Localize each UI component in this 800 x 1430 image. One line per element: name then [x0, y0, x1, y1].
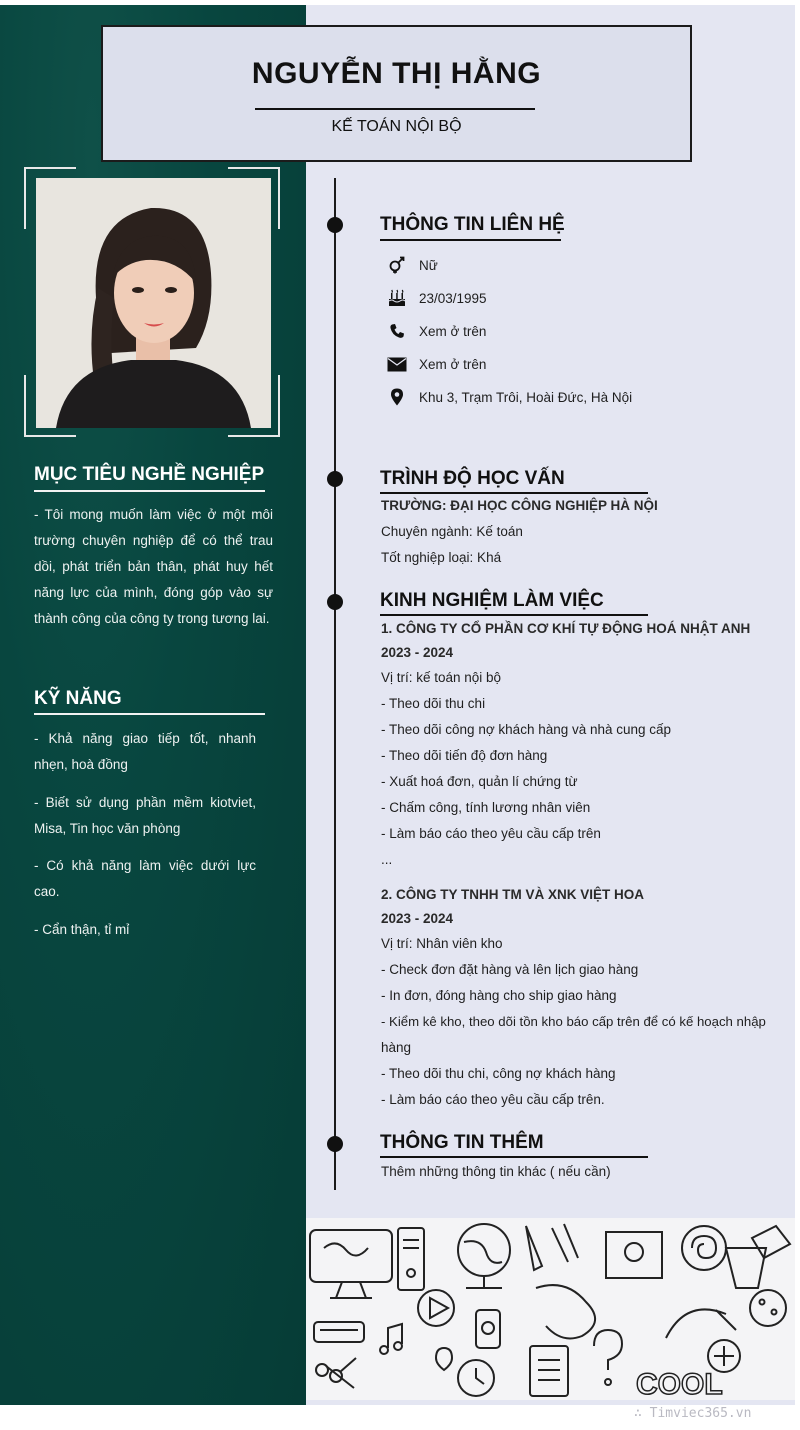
map-marker-icon — [386, 388, 408, 406]
contact-heading: THÔNG TIN LIÊN HỆ — [380, 214, 565, 235]
job-period: 2023 - 2024 — [381, 645, 454, 660]
job-duty: - Xuất hoá đơn, quản lí chứng từ — [381, 774, 578, 789]
education-major: Chuyên ngành: Kế toán — [381, 524, 523, 539]
contact-gender: Nữ — [419, 257, 438, 273]
objective-heading: MỤC TIÊU NGHỀ NGHIỆP — [34, 464, 265, 485]
header-divider — [255, 108, 535, 110]
contact-phone: Xem ở trên — [419, 323, 487, 339]
job-duty: hàng — [381, 1040, 412, 1055]
job-duty: - Theo dõi thu chi — [381, 696, 486, 711]
profile-photo — [36, 178, 271, 428]
candidate-job-title: KẾ TOÁN NỘI BỘ — [331, 118, 462, 135]
objective-text: - Tôi mong muốn làm việc ở một môi trường chuyên nghiệp để có thể trau dồi, phát triển bản thân, phát huy hết năng lực của mình, đóng góp vào sự thành công của công ty trong tương lai. — [34, 507, 273, 626]
skill-item: - Cẩn thận, tỉ mỉ — [34, 922, 130, 937]
job-duty: - Kiểm kê kho, theo dõi tồn kho báo cấp trên để có kế hoạch nhập — [381, 1014, 766, 1029]
job-duty: - Check đơn đặt hàng và lên lịch giao hàng — [381, 962, 639, 977]
job-period: 2023 - 2024 — [381, 911, 454, 926]
contact-email: Xem ở trên — [419, 356, 487, 372]
timeline-line — [334, 178, 336, 1190]
skill-item: - Khả năng giao tiếp tốt, nhanh nhẹn, hoà đồng — [34, 731, 256, 772]
education-heading: TRÌNH ĐỘ HỌC VẤN — [380, 468, 565, 489]
contact-birthday: 23/03/1995 — [419, 290, 487, 306]
extra-underline — [380, 1156, 648, 1158]
contact-row-birthday — [386, 288, 487, 308]
contact-row-email — [386, 354, 486, 374]
education-school: TRƯỜNG: ĐẠI HỌC CÔNG NGHIỆP HÀ NỘI — [381, 498, 658, 513]
timeline-dot — [327, 471, 343, 487]
job-duty: - Chấm công, tính lương nhân viên — [381, 800, 591, 815]
contact-row-phone — [386, 321, 486, 341]
experience-underline — [380, 614, 648, 616]
site-logo: ∴ Timviec365.vn — [634, 1406, 752, 1421]
job-company: 2. CÔNG TY TNHH TM VÀ XNK VIỆT HOA — [381, 887, 645, 902]
skill-item: - Có khả năng làm việc dưới lực cao. — [34, 858, 256, 899]
objective-underline — [34, 490, 265, 492]
education-grade: Tốt nghiệp loại: Khá — [381, 550, 502, 565]
job-duty: - In đơn, đóng hàng cho ship giao hàng — [381, 988, 617, 1003]
skills-underline — [34, 713, 265, 715]
job-duty: - Theo dõi công nợ khách hàng và nhà cung cấp — [381, 722, 672, 737]
education-underline — [380, 492, 648, 494]
candidate-name: NGUYỄN THỊ HẰNG — [251, 57, 542, 90]
contact-row-gender — [386, 255, 438, 275]
contact-address: Khu 3, Trạm Trôi, Hoài Đức, Hà Nội — [419, 389, 633, 405]
phone-icon — [386, 323, 408, 339]
skill-item: - Biết sử dụng phần mềm kiotviet, Misa, Tin học văn phòng — [34, 795, 256, 836]
timeline-dot — [327, 217, 343, 233]
job-duty: - Theo dõi tiến độ đơn hàng — [381, 748, 548, 763]
extra-heading: THÔNG TIN THÊM — [380, 1132, 544, 1153]
contact-underline — [380, 239, 561, 241]
job-duty: - Làm báo cáo theo yêu cầu cấp trên — [381, 826, 601, 841]
job-duty: ... — [381, 852, 393, 867]
job-company: 1. CÔNG TY CỔ PHẦN CƠ KHÍ TỰ ĐỘNG HOÁ NHẬT ANH — [381, 621, 751, 636]
timeline-dot — [327, 594, 343, 610]
experience-heading: KINH NGHIỆM LÀM VIỆC — [380, 590, 604, 611]
job-duty: - Làm báo cáo theo yêu cầu cấp trên. — [381, 1092, 605, 1107]
doodle-illustration — [306, 1218, 795, 1400]
photo-frame — [24, 167, 280, 437]
birthday-cake-icon — [386, 289, 408, 307]
timeline-dot — [327, 1136, 343, 1152]
contact-row-address — [386, 387, 632, 407]
skills-heading: KỸ NĂNG — [34, 688, 122, 709]
job-position: Vị trí: kế toán nội bộ — [381, 670, 502, 685]
envelope-icon — [386, 357, 408, 372]
extra-text: Thêm những thông tin khác ( nếu cần) — [381, 1164, 611, 1179]
svg-text:COOL: COOL — [636, 1368, 723, 1400]
job-position: Vị trí: Nhân viên kho — [381, 936, 503, 951]
job-duty: - Theo dõi thu chi, công nợ khách hàng — [381, 1066, 616, 1081]
gender-icon — [386, 256, 408, 274]
name-header-box — [101, 25, 692, 162]
